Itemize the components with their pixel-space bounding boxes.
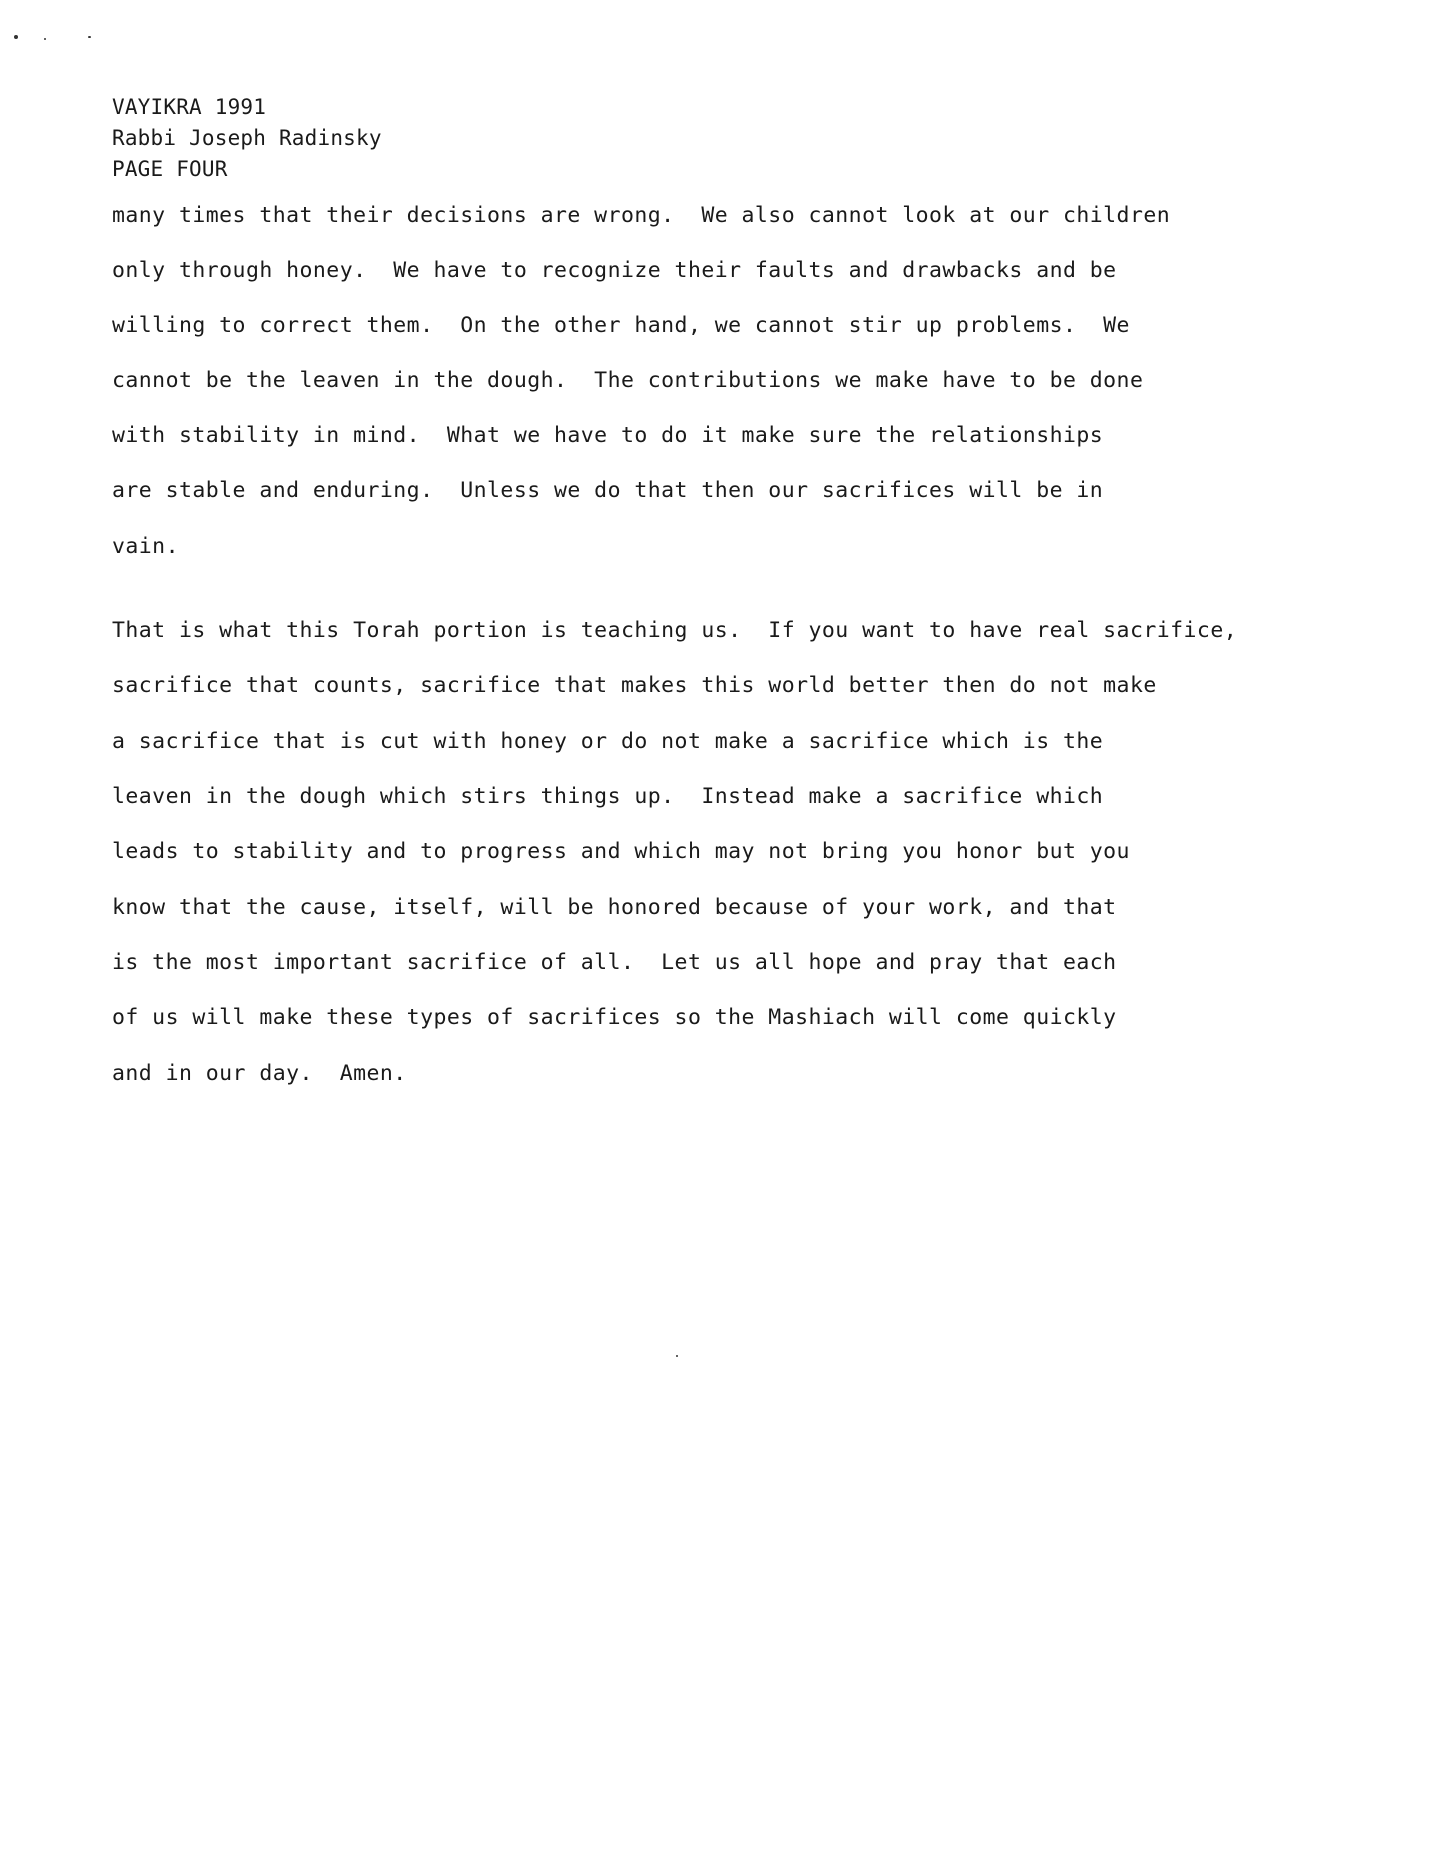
paragraph-line: only through honey. We have to recognize their faults and drawbacks and be (112, 258, 1117, 283)
paragraph-line: leads to stability and to progress and which may not bring you honor but you (112, 839, 1130, 864)
scan-speck (14, 35, 18, 39)
paragraph-line: know that the cause, itself, will be honored because of your work, and that (112, 895, 1117, 920)
paragraph-line: with stability in mind. What we have to do it make sure the relationships (112, 423, 1104, 448)
paragraph-line: is the most important sacrifice of all. Let us all hope and pray that each (112, 950, 1117, 975)
page-label: PAGE FOUR (112, 157, 228, 181)
scan-speck (676, 1355, 678, 1357)
paragraph-line: a sacrifice that is cut with honey or do not make a sacrifice which is the (112, 729, 1104, 754)
paragraph-line: That is what this Torah portion is teaching us. If you want to have real sacrifice, (112, 618, 1238, 643)
document-author: Rabbi Joseph Radinsky (112, 126, 382, 150)
paragraph-line: vain. (112, 534, 179, 559)
paragraph-line: and in our day. Amen. (112, 1061, 407, 1086)
paragraph-line: cannot be the leaven in the dough. The contributions we make have to be done (112, 368, 1144, 393)
document-title: VAYIKRA 1991 (112, 95, 267, 119)
paragraph-line: of us will make these types of sacrifices so the Mashiach will come quickly (112, 1005, 1117, 1030)
paragraph-line: many times that their decisions are wrong. We also cannot look at our children (112, 203, 1171, 228)
scan-speck (44, 38, 46, 40)
scan-speck (88, 36, 91, 38)
paragraph-line: leaven in the dough which stirs things up. Instead make a sacrifice which (112, 784, 1104, 809)
paragraph-line: sacrifice that counts, sacrifice that makes this world better then do not make (112, 673, 1157, 698)
paragraph-line: are stable and enduring. Unless we do that then our sacrifices will be in (112, 478, 1104, 503)
paragraph-line: willing to correct them. On the other hand, we cannot stir up problems. We (112, 313, 1130, 338)
document-header (112, 92, 712, 185)
